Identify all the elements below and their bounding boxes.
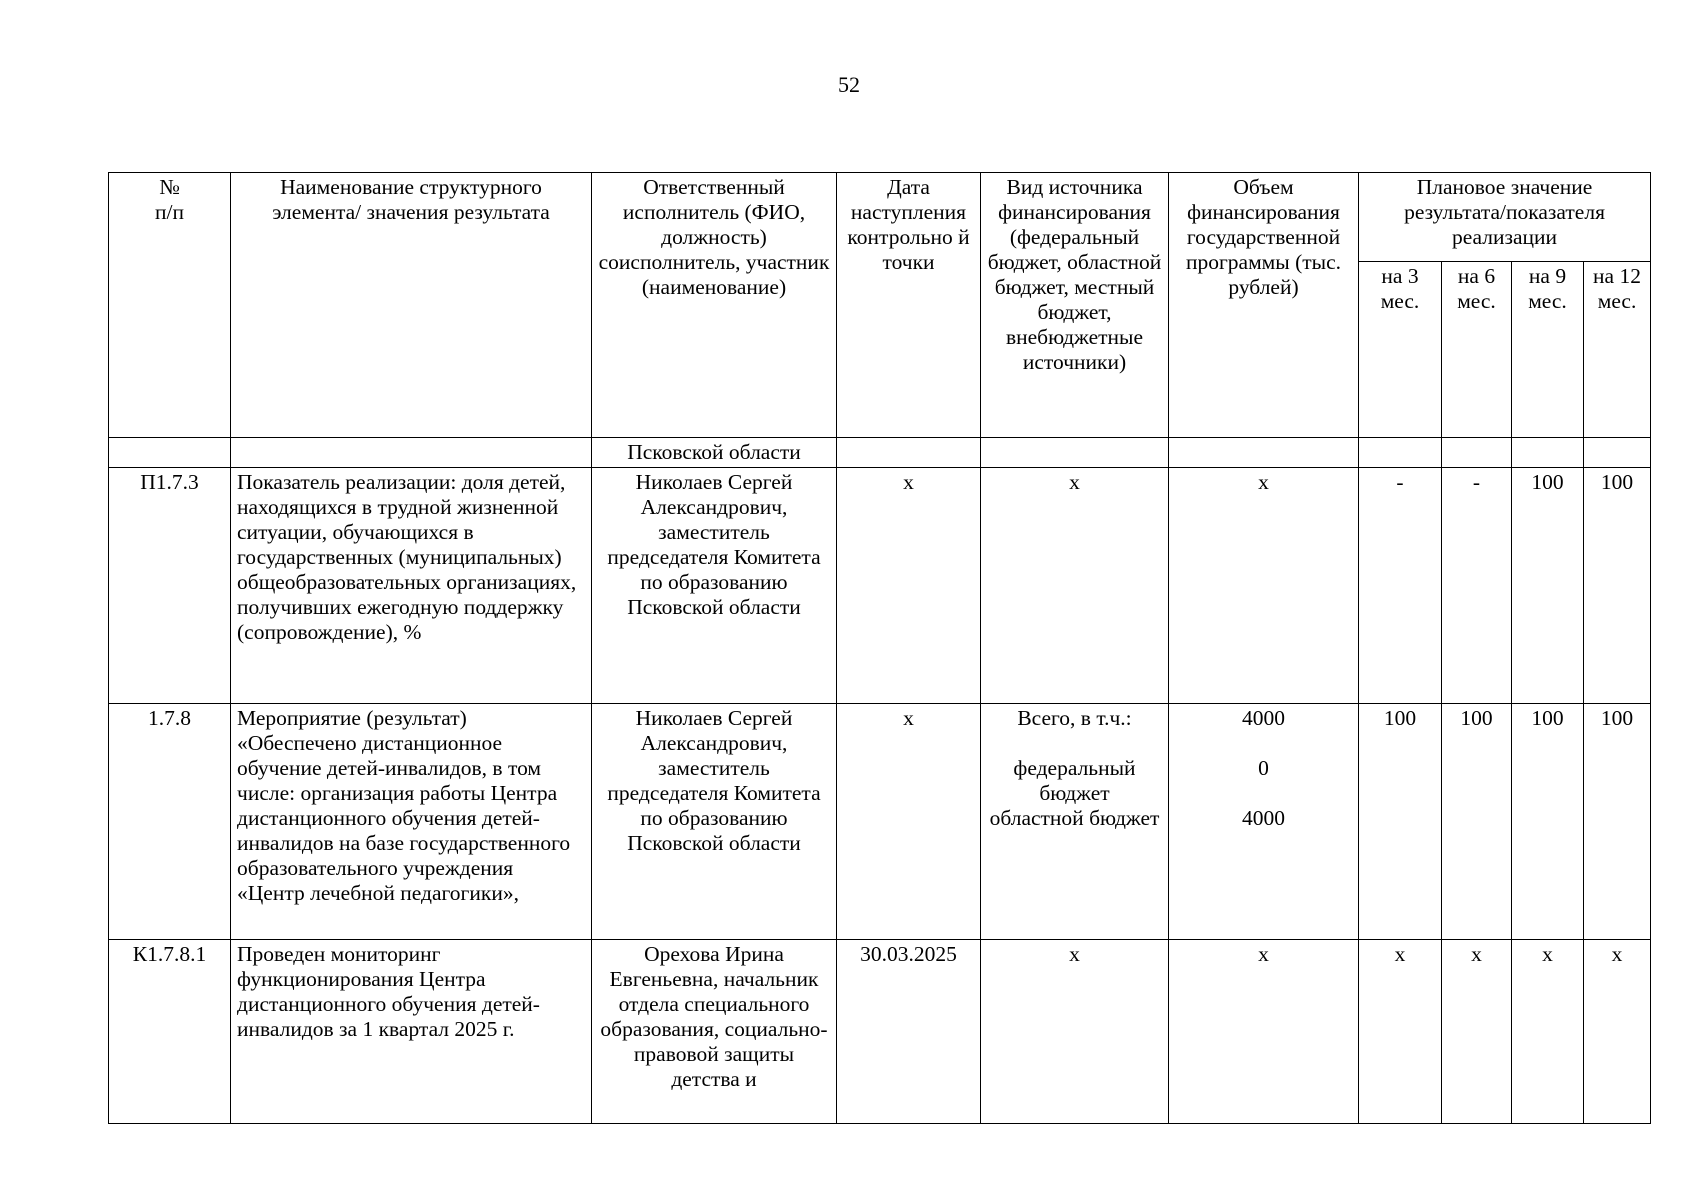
table-row [109,438,1651,468]
cell-m6: - [1442,468,1512,704]
cell-volume: х [1169,468,1359,704]
table-row [109,468,1651,704]
source-regional: областной бюджет [989,806,1160,830]
program-table [108,172,1651,1124]
header-executor: Ответственный исполнитель (ФИО, должность) соисполнитель, участник (наименование) [592,173,837,438]
cell-m6: 100 [1442,704,1512,940]
cell-num: П1.7.3 [109,468,231,704]
header-m3: на 3 мес. [1359,262,1442,438]
cell-date: 30.03.2025 [837,940,981,1124]
header-name: Наименование структурного элемента/ значения результата [231,173,592,438]
cell-executor: Николаев Сергей Александрович, заместитель председателя Комитета по образованию Псковской области [592,468,837,704]
cell-m3: - [1359,468,1442,704]
cell-m12: 100 [1584,468,1651,704]
cell-m3 [1359,438,1442,468]
source-total: Всего, в т.ч.: [1017,706,1132,730]
header-planned: Плановое значение результата/показателя реализации [1359,173,1651,262]
cell-source [981,438,1169,468]
page-number: 52 [838,72,860,97]
volume-federal: 0 [1258,756,1269,780]
cell-name: Мероприятие (результат) «Обеспечено дистанционное обучение детей-инвалидов, в том числе: организация работы Центра дистанционного обучения детей-инвалидов на базе государственного образовательного учреждения «Центр лечебной педагогики», [231,704,592,940]
header-m12: на 12 мес. [1584,262,1651,438]
cell-source: х [981,468,1169,704]
cell-name: Проведен мониторинг функционирования Центра дистанционного обучения детей-инвалидов за 1 квартал 2025 г. [231,940,592,1124]
cell-m9: 100 [1512,704,1584,940]
source-federal: федеральный бюджет [1013,756,1136,805]
cell-m9 [1512,438,1584,468]
cell-volume: х [1169,940,1359,1124]
volume-regional: 4000 [1242,806,1285,830]
cell-m12: х [1584,940,1651,1124]
table-row [109,940,1651,1124]
cell-m9: х [1512,940,1584,1124]
cell-m12 [1584,438,1651,468]
table-header-row [109,173,1651,262]
table-row [109,704,1651,940]
cell-date [837,438,981,468]
cell-volume [1169,438,1359,468]
cell-num: 1.7.8 [109,704,231,940]
cell-name [231,438,592,468]
header-m6: на 6 мес. [1442,262,1512,438]
header-m9: на 9 мес. [1512,262,1584,438]
cell-executor: Орехова Ирина Евгеньевна, начальник отдела специального образования, социально-правовой защиты детства и [592,940,837,1124]
cell-source [981,704,1169,940]
header-source: Вид источника финансирования (федеральный бюджет, областной бюджет, местный бюджет, внебюджетные источники) [981,173,1169,438]
volume-total: 4000 [1242,706,1285,730]
cell-name: Показатель реализации: доля детей, находящихся в трудной жизненной ситуации, обучающихся в государственных (муниципальных) общеобразовательных организациях, получивших ежегодную поддержку (сопровождение), % [231,468,592,704]
cell-date: х [837,704,981,940]
header-volume: Объем финансирования государственной программы (тыс. рублей) [1169,173,1359,438]
cell-date: х [837,468,981,704]
cell-m12: 100 [1584,704,1651,940]
cell-m6 [1442,438,1512,468]
cell-m3: 100 [1359,704,1442,940]
cell-source: х [981,940,1169,1124]
cell-executor: Псковской области [592,438,837,468]
cell-m6: х [1442,940,1512,1124]
cell-m3: х [1359,940,1442,1124]
cell-executor: Николаев Сергей Александрович, заместитель председателя Комитета по образованию Псковской области [592,704,837,940]
header-date: Дата наступления контрольно й точки [837,173,981,438]
header-num: № п/п [109,173,231,438]
cell-num [109,438,231,468]
cell-m9: 100 [1512,468,1584,704]
cell-num: К1.7.8.1 [109,940,231,1124]
cell-volume [1169,704,1359,940]
